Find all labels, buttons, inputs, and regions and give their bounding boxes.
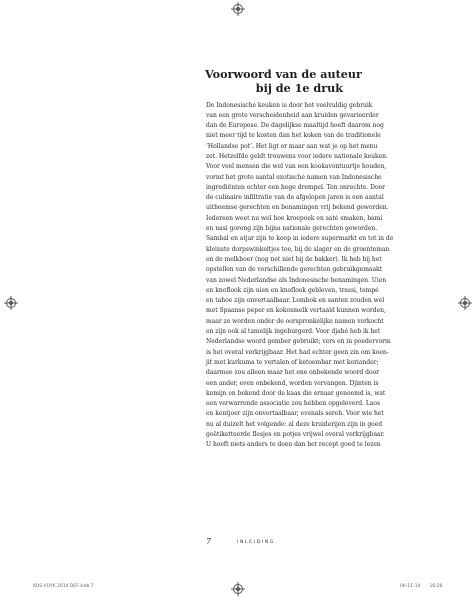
slug-file-info: KOS VUYK 2014 DEF.indb 7 [33, 584, 94, 589]
body-line: een ander, even onbekend, worden vervangen. Djinten is [206, 379, 379, 387]
body-line: en zijn ook al tamelijk ingeburgerd. Voor djahé heb ik het [206, 328, 381, 336]
body-line: kleinste dorpswinkeltjes toe, bij de slager en de groenteman [206, 245, 390, 253]
body-line: niet meer tijd te kosten dan het koken van de traditionele [206, 132, 381, 140]
body-line: een verwarrende associatie zou hebben opgeleverd. Laos [206, 400, 381, 408]
slug-timestamp [400, 584, 442, 589]
body-line: van zowel Nederlandse als Indonesische benamingen. Uien [206, 276, 387, 284]
registration-mark-bottom [233, 584, 243, 594]
body-line: en tahoe zijn onvertaalbaar. Lombok en santen zouden wel [206, 297, 385, 305]
body-line: en kentjoer zijn onvertaalbaar, evenals sereh. Voor wie het [206, 410, 384, 418]
slug-time: 16:26 [429, 584, 443, 589]
body-line: vormt het grote aantal exotische namen van Indonesische [206, 173, 382, 181]
body-line: en nasi goreng zijn bijna nationale gerechten geworden. [206, 225, 378, 233]
body-line: geëtiketteerde flesjes en potjes vrijwel overal verkrijgbaar. [206, 431, 385, 438]
body-line: nu al duizelt het volgende: al deze kruiderijen zijn in goed [206, 420, 383, 428]
body-line: komijn en bekend door de kaas die ernaar genoemd is, wat [206, 389, 386, 397]
body-line: U hoeft niets anders te doen dan het recept goed te lezen [206, 441, 381, 449]
body-line: De Indonesische keuken is door het veelvuldig gebruik [206, 101, 373, 109]
body-line: uitheemse gerechten en benamingen vrij bekend geworden. [206, 204, 389, 212]
registration-mark-right [460, 298, 470, 308]
body-line: Sambal en atjar zijn te koop in iedere supermarkt en tot in de [206, 235, 394, 243]
body-line: de culinaire infiltratie van de afgelopen jaren is een aantal [206, 194, 384, 202]
body-line: ‘Hollandse pot’. Het ligt er maar aan wat je op het menu [206, 142, 378, 150]
body-line: Voor veel mensen die wel van een kookavontuurtje houden, [206, 163, 387, 171]
body-line: maar ze worden onder de oorspronkelijke namen verkocht [206, 317, 384, 325]
page-title [205, 67, 362, 95]
body-line: is het overal verkrijgbaar. Het had echter geen zin om koen- [206, 348, 389, 356]
page-number: 7 [206, 537, 212, 546]
body-line: jit met kurkuma te vertalen of ketoembar met koriander; [206, 358, 379, 366]
running-footer-section: INLEIDING [237, 540, 275, 545]
body-line: daarmee zou alleen maar het ene onbekende woord door [206, 369, 380, 377]
body-line: zet. Hetzelfde geldt trouwens voor iedere nationale keuken. [206, 152, 388, 160]
title-line-2: bij de 1e druk [255, 81, 343, 95]
body-line: opstellen van de verschillende gerechten gebruikgemaakt [206, 266, 383, 274]
body-line: met Spaanse peper en kokosmelk vertaald kunnen worden, [206, 307, 386, 315]
slug-date: 06-11-14 [400, 584, 421, 589]
body-line: ingrediënten echter een hoge drempel. Ten onrechte. Door [206, 183, 386, 191]
title-line-1: Voorwoord van de auteur [205, 67, 362, 81]
body-line: dan de Europese. De dagelijkse maaltijd hoeft daarom nog [206, 122, 384, 130]
registration-mark-top [233, 4, 243, 14]
body-line: Nederlandse woord gember gebruikt; vers en in poedervorm [206, 338, 391, 346]
body-line: en knoflook zijn uien en knoflook gebleven, trassi, tempé [206, 286, 379, 294]
body-text [206, 101, 423, 451]
body-line: en de melkboer (nog net niet bij de bakker). Ik heb bij het [206, 255, 382, 263]
body-line: van een grote verscheidenheid aan kruiden gevarieerder [206, 111, 379, 119]
registration-mark-left [6, 298, 16, 308]
body-line: Iedereen weet nu wel hoe kroepoek en saté smaken, bami [206, 214, 383, 222]
